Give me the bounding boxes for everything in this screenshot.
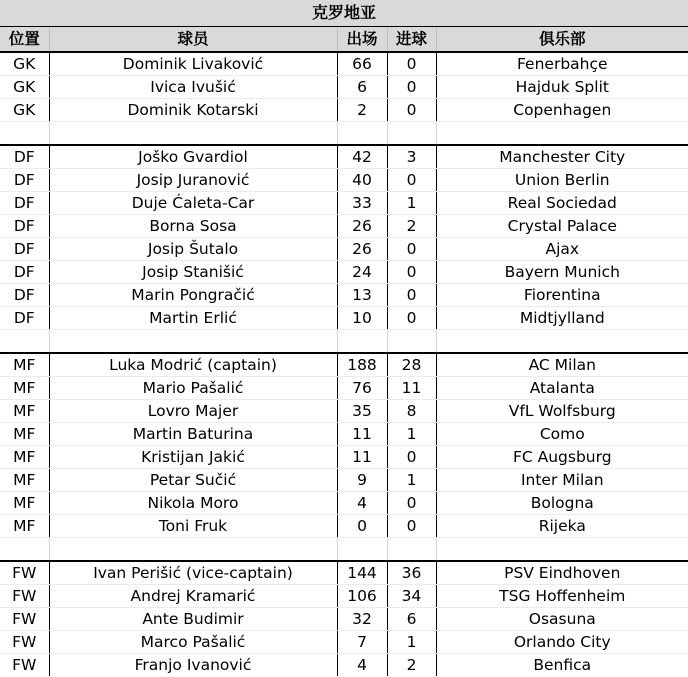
club-cell: TSG Hoffenheim xyxy=(436,585,688,608)
table-row xyxy=(0,561,688,585)
club-cell: Union Berlin xyxy=(436,169,688,192)
spacer-cell xyxy=(436,122,688,146)
player-name-cell: Martin Baturina xyxy=(49,423,337,446)
club-cell: Rijeka xyxy=(436,515,688,538)
position-cell: MF xyxy=(0,423,49,446)
apps-cell: 144 xyxy=(337,561,387,585)
apps-cell: 6 xyxy=(337,76,387,99)
goals-cell: 34 xyxy=(387,585,436,608)
position-cell: MF xyxy=(0,469,49,492)
player-name-cell: Toni Fruk xyxy=(49,515,337,538)
header-player: 球员 xyxy=(49,27,337,53)
goals-cell: 0 xyxy=(387,284,436,307)
player-name-cell: Franjo Ivanović xyxy=(49,654,337,677)
club-cell: Bayern Munich xyxy=(436,261,688,284)
spacer-cell xyxy=(337,122,387,146)
player-name-cell: Dominik Livaković xyxy=(49,52,337,76)
title-row xyxy=(0,0,688,27)
apps-cell: 2 xyxy=(337,99,387,122)
table-row xyxy=(0,585,688,608)
table-row xyxy=(0,52,688,76)
spacer-cell xyxy=(0,122,49,146)
club-cell: Fenerbahçe xyxy=(436,52,688,76)
position-cell: MF xyxy=(0,377,49,400)
position-cell: DF xyxy=(0,145,49,169)
goals-cell: 28 xyxy=(387,353,436,377)
club-cell: Osasuna xyxy=(436,608,688,631)
apps-cell: 66 xyxy=(337,52,387,76)
goals-cell: 0 xyxy=(387,238,436,261)
goals-cell: 1 xyxy=(387,192,436,215)
table-row xyxy=(0,307,688,330)
apps-cell: 4 xyxy=(337,492,387,515)
table-row xyxy=(0,423,688,446)
apps-cell: 76 xyxy=(337,377,387,400)
club-cell: Inter Milan xyxy=(436,469,688,492)
goals-cell: 0 xyxy=(387,261,436,284)
position-cell: DF xyxy=(0,192,49,215)
position-cell: MF xyxy=(0,446,49,469)
position-cell: MF xyxy=(0,492,49,515)
club-cell: Real Sociedad xyxy=(436,192,688,215)
player-name-cell: Joško Gvardiol xyxy=(49,145,337,169)
spacer-cell xyxy=(0,330,49,354)
spacer-cell xyxy=(387,122,436,146)
apps-cell: 188 xyxy=(337,353,387,377)
apps-cell: 32 xyxy=(337,608,387,631)
player-name-cell: Lovro Majer xyxy=(49,400,337,423)
club-cell: Como xyxy=(436,423,688,446)
spacer-cell xyxy=(49,330,337,354)
table-row xyxy=(0,76,688,99)
position-cell: GK xyxy=(0,99,49,122)
goals-cell: 1 xyxy=(387,423,436,446)
table-row xyxy=(0,99,688,122)
position-cell: GK xyxy=(0,76,49,99)
position-cell: DF xyxy=(0,284,49,307)
club-cell: Crystal Palace xyxy=(436,215,688,238)
spacer-cell xyxy=(337,538,387,562)
goals-cell: 0 xyxy=(387,515,436,538)
player-name-cell: Marin Pongračić xyxy=(49,284,337,307)
table-row xyxy=(0,145,688,169)
goals-cell: 2 xyxy=(387,654,436,677)
apps-cell: 11 xyxy=(337,423,387,446)
apps-cell: 0 xyxy=(337,515,387,538)
goals-cell: 36 xyxy=(387,561,436,585)
position-cell: DF xyxy=(0,238,49,261)
table-row xyxy=(0,353,688,377)
goals-cell: 1 xyxy=(387,469,436,492)
club-cell: Bologna xyxy=(436,492,688,515)
header-row xyxy=(0,27,688,53)
table-title: 克罗地亚 xyxy=(0,0,688,27)
player-name-cell: Duje Ćaleta-Car xyxy=(49,192,337,215)
player-name-cell: Martin Erlić xyxy=(49,307,337,330)
header-goals: 进球 xyxy=(387,27,436,53)
group-spacer-row xyxy=(0,330,688,354)
table-row xyxy=(0,261,688,284)
position-cell: DF xyxy=(0,261,49,284)
player-name-cell: Josip Šutalo xyxy=(49,238,337,261)
club-cell: Atalanta xyxy=(436,377,688,400)
goals-cell: 0 xyxy=(387,52,436,76)
apps-cell: 26 xyxy=(337,215,387,238)
apps-cell: 24 xyxy=(337,261,387,284)
table-row xyxy=(0,169,688,192)
table-row xyxy=(0,515,688,538)
group-spacer-row xyxy=(0,538,688,562)
club-cell: PSV Eindhoven xyxy=(436,561,688,585)
goals-cell: 0 xyxy=(387,99,436,122)
spacer-cell xyxy=(49,538,337,562)
spacer-cell xyxy=(436,330,688,354)
position-cell: FW xyxy=(0,561,49,585)
player-name-cell: Ivica Ivušić xyxy=(49,76,337,99)
club-cell: Orlando City xyxy=(436,631,688,654)
player-name-cell: Marco Pašalić xyxy=(49,631,337,654)
apps-cell: 4 xyxy=(337,654,387,677)
spacer-cell xyxy=(387,538,436,562)
goals-cell: 0 xyxy=(387,169,436,192)
table-row xyxy=(0,608,688,631)
player-name-cell: Josip Stanišić xyxy=(49,261,337,284)
player-name-cell: Borna Sosa xyxy=(49,215,337,238)
club-cell: VfL Wolfsburg xyxy=(436,400,688,423)
club-cell: FC Augsburg xyxy=(436,446,688,469)
player-name-cell: Dominik Kotarski xyxy=(49,99,337,122)
position-cell: DF xyxy=(0,169,49,192)
player-name-cell: Ivan Perišić (vice-captain) xyxy=(49,561,337,585)
apps-cell: 9 xyxy=(337,469,387,492)
table-row xyxy=(0,215,688,238)
spacer-cell xyxy=(436,538,688,562)
player-name-cell: Andrej Kramarić xyxy=(49,585,337,608)
table-row xyxy=(0,492,688,515)
position-cell: FW xyxy=(0,631,49,654)
player-name-cell: Luka Modrić (captain) xyxy=(49,353,337,377)
player-name-cell: Ante Budimir xyxy=(49,608,337,631)
position-cell: FW xyxy=(0,585,49,608)
goals-cell: 3 xyxy=(387,145,436,169)
apps-cell: 7 xyxy=(337,631,387,654)
club-cell: Ajax xyxy=(436,238,688,261)
apps-cell: 10 xyxy=(337,307,387,330)
spacer-cell xyxy=(0,538,49,562)
club-cell: Midtjylland xyxy=(436,307,688,330)
header-club: 俱乐部 xyxy=(436,27,688,53)
player-name-cell: Mario Pašalić xyxy=(49,377,337,400)
club-cell: Manchester City xyxy=(436,145,688,169)
goals-cell: 11 xyxy=(387,377,436,400)
goals-cell: 0 xyxy=(387,446,436,469)
position-cell: FW xyxy=(0,654,49,677)
position-cell: MF xyxy=(0,400,49,423)
table-row xyxy=(0,377,688,400)
goals-cell: 0 xyxy=(387,492,436,515)
position-cell: MF xyxy=(0,353,49,377)
goals-cell: 8 xyxy=(387,400,436,423)
club-cell: Copenhagen xyxy=(436,99,688,122)
position-cell: DF xyxy=(0,215,49,238)
apps-cell: 26 xyxy=(337,238,387,261)
apps-cell: 11 xyxy=(337,446,387,469)
goals-cell: 0 xyxy=(387,307,436,330)
table-row xyxy=(0,654,688,677)
goals-cell: 1 xyxy=(387,631,436,654)
goals-cell: 6 xyxy=(387,608,436,631)
player-name-cell: Nikola Moro xyxy=(49,492,337,515)
apps-cell: 35 xyxy=(337,400,387,423)
player-name-cell: Petar Sučić xyxy=(49,469,337,492)
club-cell: Benfica xyxy=(533,656,592,674)
goals-cell: 0 xyxy=(387,76,436,99)
group-spacer-row xyxy=(0,122,688,146)
squad-body xyxy=(0,52,688,676)
position-cell: GK xyxy=(0,52,49,76)
club-cell: Hajduk Split xyxy=(436,76,688,99)
player-name-cell: Josip Juranović xyxy=(49,169,337,192)
table-row xyxy=(0,446,688,469)
club-cell: Fiorentina xyxy=(436,284,688,307)
header-apps: 出场 xyxy=(337,27,387,53)
position-cell: DF xyxy=(0,307,49,330)
apps-cell: 33 xyxy=(337,192,387,215)
apps-cell: 106 xyxy=(337,585,387,608)
table-row xyxy=(0,192,688,215)
header-position: 位置 xyxy=(0,27,49,53)
table-row xyxy=(0,238,688,261)
apps-cell: 40 xyxy=(337,169,387,192)
table-row xyxy=(0,631,688,654)
player-name-cell: Kristijan Jakić xyxy=(49,446,337,469)
apps-cell: 13 xyxy=(337,284,387,307)
position-cell: MF xyxy=(0,515,49,538)
spacer-cell xyxy=(337,330,387,354)
table-row xyxy=(0,284,688,307)
club-cell: AC Milan xyxy=(436,353,688,377)
table-row xyxy=(0,400,688,423)
goals-cell: 2 xyxy=(387,215,436,238)
spacer-cell xyxy=(387,330,436,354)
apps-cell: 42 xyxy=(337,145,387,169)
position-cell: FW xyxy=(0,608,49,631)
spacer-cell xyxy=(49,122,337,146)
table-row xyxy=(0,469,688,492)
